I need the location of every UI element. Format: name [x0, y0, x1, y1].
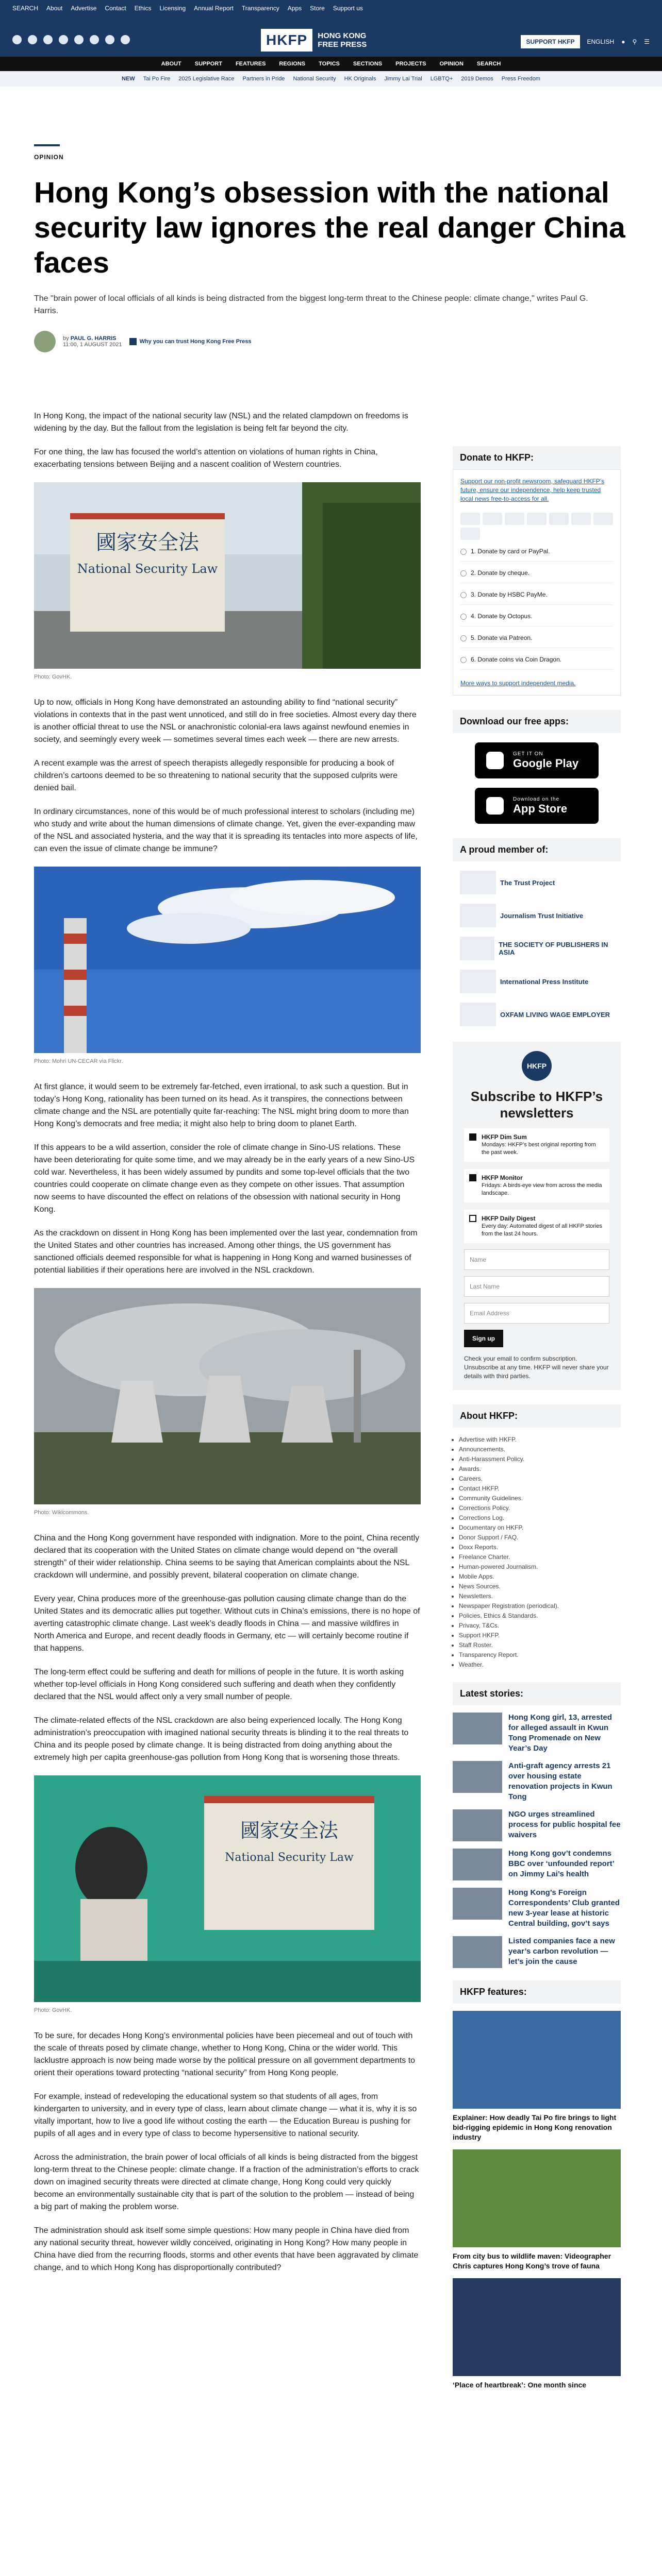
signup-note: Check your email to confirm subscription. Unsubscribe at any time. HKFP will never share your details with third parties.: [464, 1355, 609, 1380]
about-list: [453, 1428, 621, 1670]
about-link[interactable]: • Human-powered Journalism.: [459, 1562, 621, 1572]
feature-item[interactable]: [453, 2278, 621, 2390]
donate-option[interactable]: [460, 547, 613, 562]
checkbox-checked[interactable]: [469, 1133, 476, 1141]
octopus-icon: [571, 513, 591, 525]
threads-icon[interactable]: [90, 35, 99, 44]
newsletter-logo: HKFP: [522, 1051, 552, 1081]
donate-option-label: 2. Donate by cheque.: [471, 569, 530, 577]
main-nav: [0, 57, 662, 71]
trust-project-icon: [460, 871, 496, 894]
newsletter-option[interactable]: [464, 1128, 609, 1162]
story-thumbnail[interactable]: [453, 1809, 502, 1841]
about-link[interactable]: • Announcements.: [459, 1445, 621, 1454]
member-logo[interactable]: [460, 970, 621, 993]
newsletter-desc: Mondays: HKFP’s best original reporting from the past week.: [482, 1142, 596, 1156]
radio-icon: [460, 635, 467, 641]
page-title: Hong Kong’s obsession with the national security law ignores the real danger China faces: [34, 176, 625, 279]
google-play-big: Google Play: [513, 756, 579, 770]
newsletter-desc: Fridays: A birds-eye view from across the media landscape.: [482, 1182, 602, 1196]
donate-option-label: 4. Donate by Octopus.: [471, 613, 533, 620]
linkedin-icon[interactable]: [105, 35, 114, 44]
about-link[interactable]: • Newspaper Registration (periodical).: [459, 1601, 621, 1611]
about-link[interactable]: • Doxx Reports.: [459, 1543, 621, 1552]
apps-title: Download our free apps:: [453, 710, 621, 733]
newsletter-title: Subscribe to HKFP’s newsletters: [470, 1089, 603, 1121]
about-link[interactable]: • Documentary on HKFP.: [459, 1523, 621, 1533]
trending-item[interactable]: Partners in Pride: [242, 76, 285, 82]
top-link-apps[interactable]: Apps: [287, 5, 302, 12]
member-list: [453, 871, 621, 1026]
photo-caption: Photo: Mohri UN-CECAR via Flickr.: [34, 1058, 123, 1064]
story-thumbnail[interactable]: [453, 1888, 502, 1920]
nav-item-regions[interactable]: REGIONS: [279, 61, 306, 67]
features-title: HKFP features:: [453, 1980, 621, 2004]
support-button[interactable]: SUPPORT HKFP: [521, 35, 580, 48]
poster-english-text: National Security Law: [225, 1851, 354, 1864]
nav-item-features[interactable]: FEATURES: [235, 61, 266, 67]
feature-title[interactable]: ‘Place of heartbreak’: One month since: [453, 2381, 587, 2389]
paypal-icon: [527, 513, 547, 525]
radio-icon: [460, 592, 467, 598]
about-link[interactable]: • Community Guidelines.: [459, 1494, 621, 1503]
donate-title: Donate to HKFP:: [453, 446, 621, 469]
sopa-icon: [460, 937, 494, 960]
search-icon[interactable]: ⚲: [632, 38, 637, 45]
sign-chinese-text: 國家安全法: [96, 531, 199, 554]
header-right: [521, 35, 650, 48]
social-icons: [12, 35, 130, 44]
youtube-icon[interactable]: [59, 35, 68, 44]
paragraph: At first glance, it would seem to be extremely far-fetched, even irrational, to ask such a question. But in today’s Hong Kong, rationality has been turned on its head. As it transpires, the connections between climate change and the NSL are potentially quite far-reaching: The NSL might bring doom to more than Hong Kong’s democrats and free media; it might also help to bring doom to planet Earth.: [34, 1082, 409, 1128]
trending-item[interactable]: National Security: [293, 76, 336, 82]
article-photo-1: [34, 482, 421, 669]
article-photo-3: [34, 1288, 421, 1504]
about-link[interactable]: • Advertise with HKFP.: [459, 1435, 621, 1445]
paragraph: To be sure, for decades Hong Kong’s environmental policies have been piecemeal and out of touch with the scale of threats posed by climate change, whether to Hong Kong, China or the wider world. This lacklustre approach is now being made worse by the political pressure on all government departments to orient their operations toward protecting “national security” from Hong Kong people.: [34, 2031, 416, 2077]
story-item[interactable]: [453, 1888, 621, 1929]
app-store-big: App Store: [513, 802, 568, 815]
donate-box: [453, 469, 621, 696]
about-link[interactable]: • News Sources.: [459, 1582, 621, 1591]
google-play-icon: [486, 752, 504, 769]
top-link-support[interactable]: Support us: [333, 5, 363, 12]
sidebar: [453, 446, 621, 2390]
user-icon[interactable]: ●: [621, 38, 625, 45]
member-logo[interactable]: [460, 904, 621, 927]
feature-title[interactable]: Explainer: How deadly Tai Po fire brings to light bid-rigging epidemic in Hong Kong renovation industry: [453, 2113, 617, 2141]
menu-icon[interactable]: ☰: [644, 38, 650, 45]
member-name: OXFAM LIVING WAGE EMPLOYER: [500, 1010, 610, 1019]
story-item[interactable]: [453, 1713, 621, 1754]
facebook-icon[interactable]: [12, 35, 22, 44]
smokestack-photo: [34, 867, 421, 1053]
paragraph: For example, instead of redeveloping the educational system so that students of all ages, from kindergarten to university, and in every type of class, learn about climate change — what it is, why it is so vitally important, how to live a good life without costing the earth — the Education Bureau is pushing for pupils of all ages and in every type of class to become hypersensitive to national security.: [34, 2092, 417, 2138]
article-category[interactable]: OPINION: [34, 154, 64, 161]
last-name-input[interactable]: Last Name: [464, 1276, 609, 1297]
checkbox-unchecked[interactable]: [469, 1215, 476, 1222]
about-link[interactable]: • Anti-Harassment Policy.: [459, 1454, 621, 1464]
newsletter-name: HKFP Monitor: [482, 1174, 523, 1181]
radio-icon: [460, 549, 467, 555]
google-play-button[interactable]: [475, 742, 599, 778]
member-name: THE SOCIETY OF PUBLISHERS IN ASIA: [499, 941, 608, 956]
feature-item[interactable]: [453, 2011, 621, 2142]
power-plant-photo: [34, 1288, 421, 1504]
byline-text: [63, 335, 122, 348]
member-logo[interactable]: [460, 937, 621, 960]
top-link-transparency[interactable]: Transparency: [241, 5, 279, 12]
about-link[interactable]: • Careers.: [459, 1474, 621, 1484]
instagram-icon[interactable]: [43, 35, 53, 44]
member-name: International Press Institute: [500, 977, 589, 986]
story-item[interactable]: [453, 1936, 621, 1968]
radio-icon: [460, 657, 467, 663]
top-link-about[interactable]: About: [46, 5, 63, 12]
trending-label: NEW: [122, 76, 135, 82]
checkbox-checked[interactable]: [469, 1174, 476, 1181]
trending-item[interactable]: Press Freedom: [501, 76, 540, 82]
about-link[interactable]: • Freelance Charter.: [459, 1552, 621, 1562]
about-link[interactable]: • Corrections Policy.: [459, 1503, 621, 1513]
newsletter-box: [453, 1042, 621, 1390]
nsl-sign-photo: [34, 482, 421, 669]
mastercard-icon: [460, 513, 480, 525]
trending-item[interactable]: Jimmy Lai Trial: [384, 76, 422, 82]
story-item[interactable]: [453, 1849, 621, 1880]
paragraph: As the crackdown on dissent in Hong Kong has been implemented over the last year, condemnation from the United States and other countries has increased. Among other things, the US government has sanctioned officials deemed responsible for what is happening in Hong Kong and warned businesses of potential liabilities if their operations here are involved in the NSL crackdown.: [34, 1229, 418, 1275]
story-title[interactable]: Hong Kong’s Foreign Correspondents’ Club granted new 3-year lease at historic Central building, gov’t says: [508, 1888, 620, 1928]
about-link[interactable]: • Weather.: [459, 1660, 621, 1670]
member-logo[interactable]: [460, 1003, 621, 1026]
category-rule: [34, 144, 60, 146]
story-title[interactable]: NGO urges streamlined process for public hospital fee waivers: [508, 1810, 621, 1839]
about-link[interactable]: • Staff Roster.: [459, 1640, 621, 1650]
ipi-icon: [460, 970, 496, 993]
logo-line-2: FREE PRESS: [318, 40, 367, 49]
paragraph: The long-term effect could be suffering and death for millions of people in the future. It is worth asking whether top-level officials in Hong Kong considered such suffering and death when they confidently declared that the NSL would affect only a very small number of people.: [34, 1668, 404, 1701]
telegram-icon[interactable]: [74, 35, 84, 44]
story-title[interactable]: Anti-graft agency arrests 21 over housing estate renovation projects in Kwun Tong: [508, 1761, 613, 1801]
paragraph: The climate-related effects of the NSL crackdown are also being experienced locally. The Hong Kong administration’s preoccupation with imagined national security threats is blinding it to the real threats to China and its people posed by climate change. It is being distracted from doing anything about the extremely high per capita greenhouse-gas pollution from Hong Kong that is worsening those threats.: [34, 1716, 409, 1762]
byline: [34, 331, 632, 352]
nav-item-about[interactable]: ABOUT: [161, 61, 181, 67]
language-selector[interactable]: ENGLISH: [587, 38, 615, 45]
about-link[interactable]: • Policies, Ethics & Standards.: [459, 1611, 621, 1621]
avatar[interactable]: [34, 331, 56, 352]
top-link-search[interactable]: SEARCH: [12, 5, 39, 12]
twitter-icon[interactable]: [28, 35, 37, 44]
about-link[interactable]: • Support HKFP.: [459, 1631, 621, 1640]
story-title[interactable]: Hong Kong gov’t condemns BBC over ‘unfounded report’ on Jimmy Lai’s health: [508, 1849, 615, 1878]
oxfam-icon: [460, 1003, 496, 1026]
nav-item-support[interactable]: SUPPORT: [194, 61, 222, 67]
poster-chinese-text: 國家安全法: [240, 1819, 339, 1842]
top-links: [12, 5, 363, 12]
trust-icon: [129, 338, 137, 345]
patreon-icon: [460, 528, 480, 540]
logo-mark: HKFP: [261, 29, 312, 52]
about-link[interactable]: • Corrections Log.: [459, 1513, 621, 1523]
feature-image[interactable]: [453, 2278, 621, 2376]
radio-icon: [460, 614, 467, 620]
nav-item-projects[interactable]: PROJECTS: [395, 61, 426, 67]
photo-caption: Photo: GovHK.: [34, 2007, 72, 2013]
google-play-small: GET IT ON: [513, 751, 543, 757]
newsletter-name: HKFP Dim Sum: [482, 1133, 527, 1141]
donate-option[interactable]: [460, 569, 613, 583]
donate-option[interactable]: [460, 612, 613, 626]
apple-icon: [486, 797, 504, 815]
nav-item-topics[interactable]: TOPICS: [319, 61, 340, 67]
nav-item-search[interactable]: SEARCH: [476, 61, 501, 67]
donate-option-label: 3. Donate by HSBC PayMe.: [471, 591, 548, 598]
donate-option-label: 6. Donate coins via Coin Dragon.: [471, 656, 562, 663]
about-link[interactable]: • Newsletters.: [459, 1591, 621, 1601]
paragraph: A recent example was the arrest of speech therapists allegedly responsible for producing a book of children’s cartoons deemed to be so threatening to national security that the supposed culprits were denied bail.: [34, 759, 398, 792]
author-link[interactable]: PAUL G. HARRIS: [70, 335, 117, 342]
feature-image[interactable]: [453, 2011, 621, 2109]
story-title[interactable]: Listed companies face a new year’s carbon revolution — let’s join the cause: [508, 1937, 615, 1966]
story-thumbnail[interactable]: [453, 1849, 502, 1880]
app-store-small: Download on the: [513, 796, 560, 802]
first-name-input[interactable]: Name: [464, 1249, 609, 1270]
feature-title[interactable]: From city bus to wildlife maven: Videographer Chris captures Hong Kong’s trove of fauna: [453, 2252, 611, 2270]
story-item[interactable]: [453, 1809, 621, 1841]
payme-icon: [549, 513, 569, 525]
newsletter-desc: Every day: Automated digest of all HKFP stories from the last 24 hours.: [482, 1223, 602, 1237]
newsletter-name: HKFP Daily Digest: [482, 1215, 536, 1222]
feature-image[interactable]: [453, 2149, 621, 2247]
publish-date: 11:00, 1 AUGUST 2021: [63, 342, 122, 348]
member-name: The Trust Project: [500, 878, 555, 887]
paragraph: For one thing, the law has focused the world’s attention on violations of human rights in China, exacerbating tensions between Beijing and a nascent coalition of Western countries.: [34, 448, 378, 469]
latest-title: Latest stories:: [453, 1682, 621, 1705]
article-photo-4: [34, 1775, 421, 2002]
mtr-poster-photo: [34, 1775, 421, 2002]
article-photo-2: [34, 867, 421, 1053]
latest-stories: [453, 1713, 621, 1968]
paragraph: In ordinary circumstances, none of this would be of much professional interest to scholars (including me) who study and write about the human dimensions of climate change. Yet, given the ever-expanding maw of the NSL and associated hysteria, and the way that it is spreading its tentacles into more aspects of life, can even the issue of climate change be immune?: [34, 807, 418, 853]
about-link[interactable]: • Awards.: [459, 1464, 621, 1474]
trending-bar: [0, 71, 662, 87]
article-body: [34, 410, 421, 2285]
site-header: [0, 0, 662, 57]
member-title: A proud member of:: [453, 838, 621, 861]
rss-icon[interactable]: [121, 35, 130, 44]
about-title: About HKFP:: [453, 1404, 621, 1428]
paragraph: Across the administration, the brain power of local officials of all kinds is being distracted from the biggest long-term threat to the Chinese people: climate change. If a fraction of the administration’s efforts to crack down on imagined security threats were directed at climate change, Hong Kong could very quickly become an environmentally sustainable city that is part of the solution to the problem — instead of being a big part of making the problem worse.: [34, 2153, 419, 2211]
byline-prefix: by: [63, 335, 69, 342]
paragraph: In Hong Kong, the impact of the national security law (NSL) and the related clampdown on freedoms is widening by the day. But the fallout from the legislation is being felt far beyond the city.: [34, 412, 408, 433]
donate-option-label: 1. Donate by card or PayPal.: [471, 548, 550, 555]
newsletter-option[interactable]: [464, 1210, 609, 1243]
fps-icon: [593, 513, 613, 525]
story-thumbnail[interactable]: [453, 1713, 502, 1744]
about-link[interactable]: • Donor Support / FAQ.: [459, 1533, 621, 1543]
story-thumbnail[interactable]: [453, 1936, 502, 1968]
paragraph: If this appears to be a wild assertion, consider the role of climate change in Sino-US relations. These have been deteriorating for quite some time, and we may already be in the early years of a new Sino-US cold war. Nevertheless, it has been widely assumed by pundits and some top-level officials that the two countries could cooperate on climate change even as they compete on other issues. That assumption now seems to have discounted the effect on relations of the obsession with national security in Hong Kong.: [34, 1143, 415, 1214]
sign-english-text: National Security Law: [77, 562, 218, 576]
feature-item[interactable]: [453, 2149, 621, 2271]
logo-text: [318, 31, 367, 49]
photo-caption: Photo: GovHK.: [34, 674, 72, 680]
top-link-store[interactable]: Store: [310, 5, 325, 12]
paragraph: Every year, China produces more of the greenhouse-gas pollution causing climate change than do the United States and its democratic allies put together. Without cuts in China’s emissions, there is no hope of averting catastrophic climate change. Last week’s deadly floods in China — and massive wildfires in North America and Europe, and recent deadly floods in Germany, etc — will certainly become routine if that happens.: [34, 1595, 420, 1653]
photo-caption: Photo: Wikicommons.: [34, 1510, 89, 1516]
paragraph: China and the Hong Kong government have responded with indignation. More to the point, China recently declared that its cooperation with the United States on climate change would depend on “the overall strength” of their wider relationship. China seems to be saying that American complaints about the NSL crackdown will undermine, and possibly prevent, bilateral cooperation on climate change.: [34, 1534, 420, 1580]
newsletter-option[interactable]: [464, 1169, 609, 1202]
trending-item[interactable]: LGBTQ+: [430, 76, 453, 82]
story-thumbnail[interactable]: [453, 1761, 502, 1793]
trust-link-label: Why you can trust Hong Kong Free Press: [139, 338, 252, 345]
radio-icon: [460, 570, 467, 577]
donate-text[interactable]: Support our non-profit newsroom, safeguard HKFP’s future, ensure our independence, help keep trusted local news free-to-access for all.: [460, 478, 605, 502]
email-input[interactable]: Email Address: [464, 1303, 609, 1324]
about-link[interactable]: • Transparency Report.: [459, 1650, 621, 1660]
signup-button[interactable]: Sign up: [464, 1330, 503, 1347]
payment-icons: [460, 513, 613, 540]
trending-item[interactable]: Tai Po Fire: [143, 76, 171, 82]
member-name: Journalism Trust Initiative: [500, 911, 584, 920]
site-logo[interactable]: [261, 27, 401, 54]
trust-link[interactable]: [129, 338, 252, 345]
article-header: [34, 144, 632, 352]
donate-option[interactable]: [460, 655, 613, 670]
amex-icon: [505, 513, 524, 525]
top-link-ethics[interactable]: Ethics: [134, 5, 152, 12]
logo-line-1: HONG KONG: [318, 31, 367, 40]
story-item[interactable]: [453, 1761, 621, 1802]
top-link-licensing[interactable]: Licensing: [159, 5, 186, 12]
about-link[interactable]: • Privacy, T&Cs.: [459, 1621, 621, 1631]
about-link[interactable]: • Contact HKFP.: [459, 1484, 621, 1494]
top-link-advertise[interactable]: Advertise: [71, 5, 97, 12]
about-link[interactable]: • Mobile Apps.: [459, 1572, 621, 1582]
trending-item[interactable]: HK Originals: [344, 76, 376, 82]
trending-item[interactable]: 2025 Legislative Race: [178, 76, 235, 82]
trending-item[interactable]: 2019 Demos: [461, 76, 493, 82]
paragraph: The administration should ask itself some simple questions: How many people in China have died from any national security threat, however wildly conceived, originating in Hong Kong? How many people in China have died from the recurring floods, storms and other events that have been aggravated by climate change, and to which Hong Kong has disproportionally contributed?: [34, 2226, 419, 2272]
donate-option[interactable]: [460, 590, 613, 605]
donate-option-label: 5. Donate via Patreon.: [471, 634, 533, 641]
app-store-button[interactable]: [475, 788, 599, 824]
top-link-contact[interactable]: Contact: [105, 5, 126, 12]
top-link-annual-report[interactable]: Annual Report: [194, 5, 234, 12]
paragraph: Up to now, officials in Hong Kong have demonstrated an astounding ability to find “national security” violations in contexts that in the past went unnoticed, and still do in free societies. Almost every day there is another official threat to use the NSL or anachronistic colonial-era laws against newfound enemies in society, and seemingly every week — sometimes several times each week — there are new arrests.: [34, 698, 417, 744]
article-excerpt: The "brain power of local officials of all kinds is being distracted from the biggest long-term threat to the Chinese people: climate change," writes Paul G. Harris.: [34, 294, 588, 315]
visa-icon: [483, 513, 502, 525]
nav-item-sections[interactable]: SECTIONS: [353, 61, 383, 67]
donate-option[interactable]: [460, 634, 613, 648]
story-title[interactable]: Hong Kong girl, 13, arrested for alleged assault in Kwun Tong Promenade on New Year’s Day: [508, 1713, 612, 1753]
more-ways-link[interactable]: More ways to support independent media.: [460, 680, 576, 687]
member-logo[interactable]: [460, 871, 621, 894]
nav-item-opinion[interactable]: OPINION: [439, 61, 464, 67]
jti-icon: [460, 904, 496, 927]
